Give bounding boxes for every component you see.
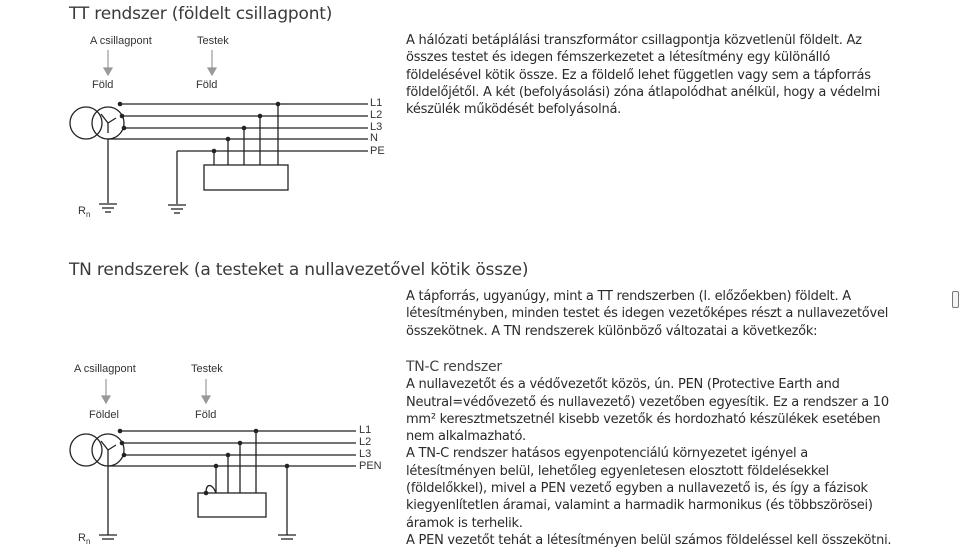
line-label: PE [370,145,385,157]
tt-description [406,32,896,118]
tn-c-paragraph: A PEN vezetőt tehát a létesítményen belül számos földeléssel kell összekötni. [406,532,892,548]
line-label: PEN [359,460,382,472]
arrow-icons [102,379,210,403]
scrollbar-thumb[interactable] [952,291,959,308]
rn-label: $R_n$ [78,205,91,219]
tn-c-paragraph: A nullavezetőt és a védővezetőt közös, ún. PEN (Protective Earth and Neutral=védővezető és nullavezető) vezetőben egyesítik. Ez a rendszer a 10 mm² keresztmetszetnél kisebb vezetők és hordozható készülékek esetében nem alkalmazható. [406,377,889,445]
label-star-point: A csillagpont [90,35,152,47]
tn-c-description [406,359,896,549]
tn-c-subheading: TN-C rendszer [406,359,502,375]
tt-heading: TT rendszer (földelt csillagpont) [69,4,333,24]
transformer-icon [70,434,124,466]
tt-paragraph: A hálózati betáplálási transzformátor csillagpontja közvetlenül földelt. Az összes testet és idegen fémszerkezetet a létesítmény egy különálló földelésével kötik össze. Ez a földelő lehet független vagy sem a tápforrás földelőjétől. A két (befolyásolási) zóna átlapolódhat anélkül, hogy a védelmi készülék működését befolyásolná. [406,33,881,118]
bus-lines [108,104,368,204]
tn-c-diagram [60,355,400,546]
rn-label: $R_n$ [78,532,91,546]
label-star-point: A csillagpont [74,363,136,375]
tn-c-paragraph: A TN-C rendszer hatásos egyenpotenciálú környezetet igényel a létesítményen belül, lehetőleg egyenletesen elosztott földelésekkel (földelőkkel), mivel a PEN vezető egyben a nullavezető is, és így a fázisok kiegyenlítetlen áramai, valamint a harmadik harmonikus (és többszörösei) áramok is terhelik. [406,446,873,531]
line-label: L2 [359,436,372,448]
line-label: L1 [370,97,383,109]
earth-icon [99,535,117,539]
label-bodies: Testek [191,363,223,375]
arrow-icons [104,50,216,75]
label-bodies: Testek [197,35,229,47]
tn-heading: TN rendszerek (a testeket a nullavezetővel kötik össze) [69,260,529,280]
line-label: L1 [359,424,372,436]
tt-diagram [60,28,400,228]
transformer-icon [70,107,124,139]
line-label: L3 [370,121,383,133]
earth-icon [168,205,186,213]
tn-intro-paragraph: A tápforrás, ugyanúgy, mint a TT rendszerben (l. előzőekben) földelt. A létesítményben, minden testet és idegen vezetőképes részt a nullavezetővel összekötnek. A TN rendszerek különböző változatai a következők: [406,289,889,339]
label-earth-right: Föld [195,409,217,421]
line-label: L2 [370,109,383,121]
bus-lines [108,431,356,535]
label-earth-left: Föld [92,79,114,91]
earth-icon [99,204,117,212]
line-label: N [370,132,378,144]
label-earth-right: Föld [196,79,218,91]
label-earth-left: Földel [89,409,119,421]
tn-intro [406,288,896,340]
junction-dots [118,429,290,496]
line-label: L3 [359,448,372,460]
earth-icon [278,535,296,539]
